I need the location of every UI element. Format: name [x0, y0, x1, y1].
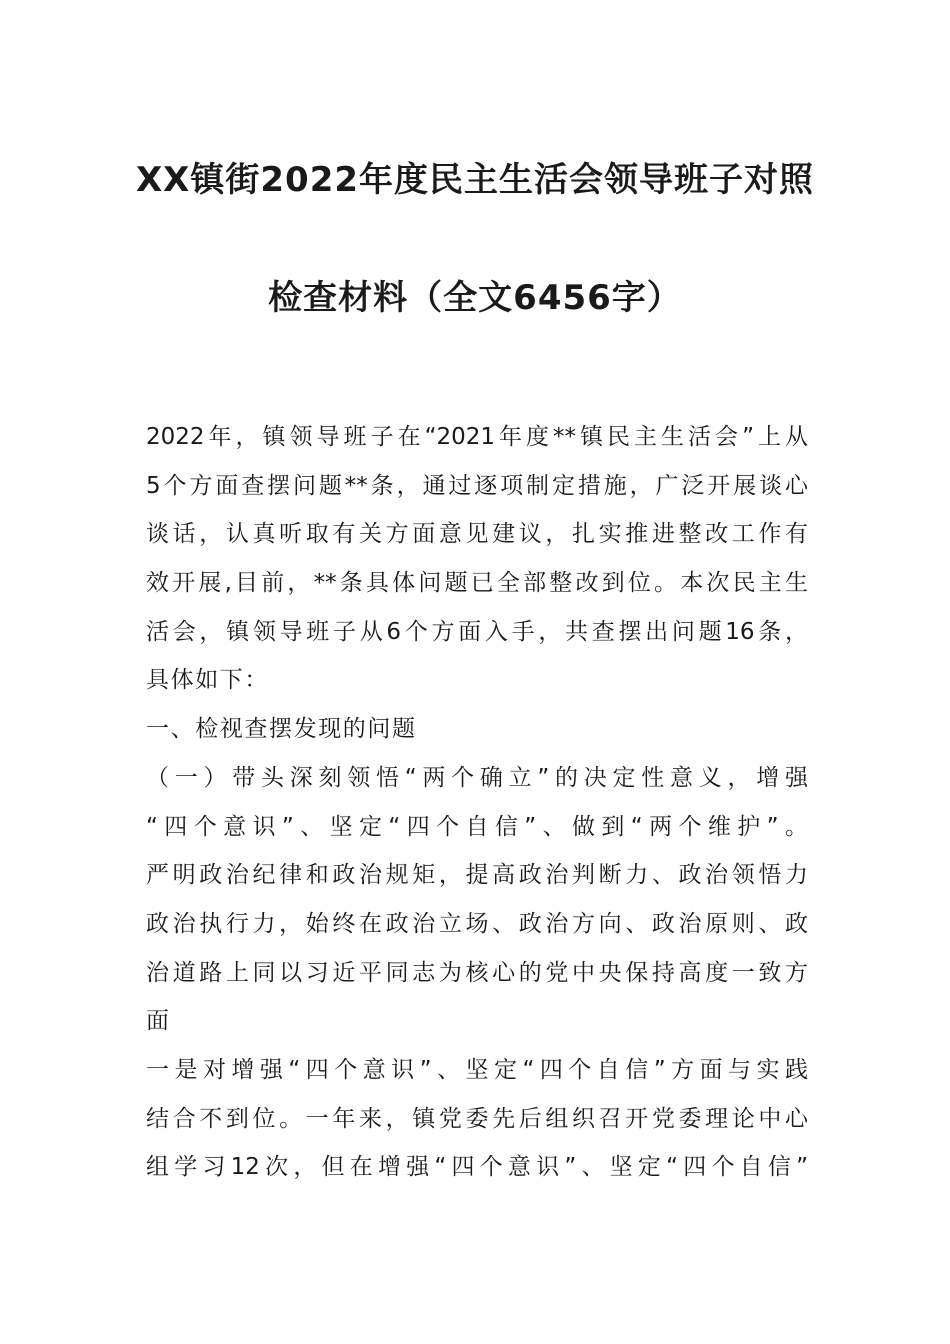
body-text-line: 严明政治纪律和政治规矩，提高政治判断力、政治领悟力	[146, 862, 808, 889]
document-title-line-2: 检查材料（全文6456字）	[268, 278, 682, 318]
body-text-line: 5个方面查摆问题**条，通过逐项制定措施，广泛开展谈心	[146, 472, 808, 499]
body-text-line: 治道路上同以习近平同志为核心的党中央保持高度一致方	[146, 959, 808, 986]
body-text-line: 一是对增强“四个意识”、坚定“四个自信”方面与实践	[146, 1056, 808, 1083]
body-text-line: 具体如下：	[146, 667, 269, 694]
body-text-line: 2022年，镇领导班子在“2021年度**镇民主生活会”上从	[146, 424, 808, 450]
body-text-line: 组学习12次，但在增强“四个意识”、坚定“四个自信”	[146, 1154, 808, 1181]
body-text-line: 活会，镇领导班子从6个方面入手，共查摆出问题16条，	[146, 618, 808, 645]
body-text-line: 面	[146, 1008, 171, 1035]
body-text-line: “四个意识”、坚定“四个自信”、做到“两个维护”。	[146, 813, 808, 840]
body-text-line: 效开展,目前，**条具体问题已全部整改到位。本次民主生	[146, 570, 808, 597]
body-text-line: 政治执行力，始终在政治立场、政治方向、政治原则、政	[146, 910, 808, 937]
body-text-line: 结合不到位。一年来，镇党委先后组织召开党委理论中心	[146, 1105, 808, 1132]
document-title-line-1: XX镇街2022年度民主生活会领导班子对照	[135, 160, 815, 200]
document-body	[146, 413, 808, 1192]
body-text-line: 一、检视查摆发现的问题	[146, 716, 417, 743]
body-text-line: （一）带头深刻领悟“两个确立”的决定性意义，增强	[146, 764, 808, 791]
body-text-line: 谈话，认真听取有关方面意见建议，扎实推进整改工作有	[146, 521, 808, 548]
